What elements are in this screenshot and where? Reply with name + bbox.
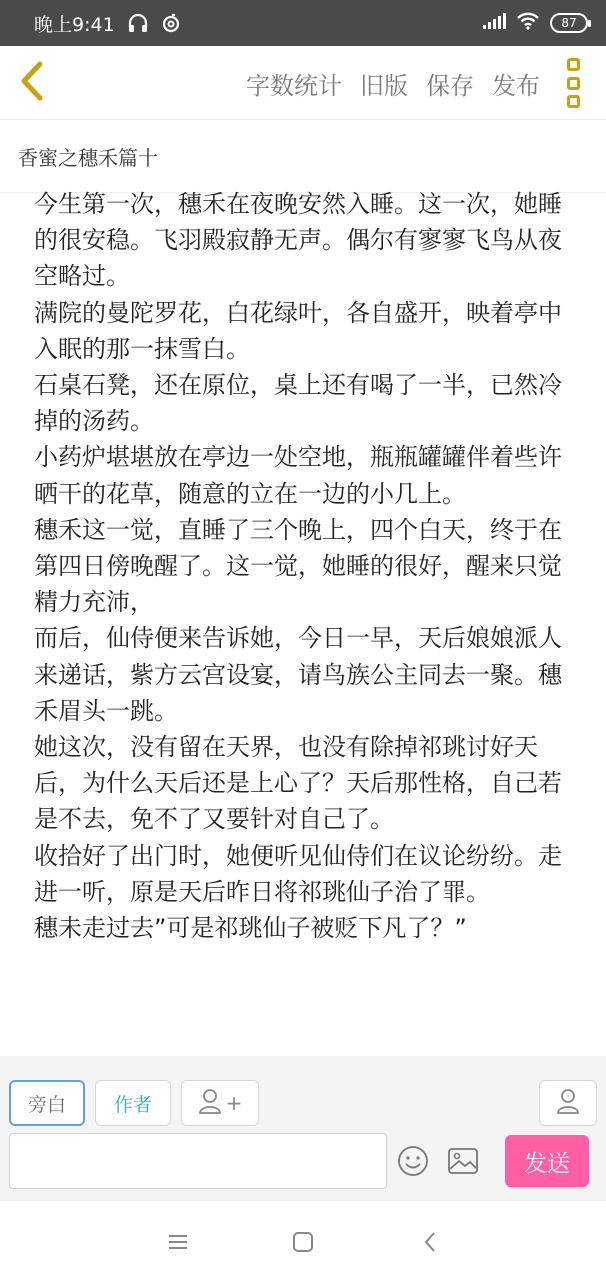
composer: [0, 1056, 606, 1200]
status-time: 晚上9:41: [34, 13, 115, 36]
profile-button[interactable]: [539, 1080, 597, 1126]
title-row[interactable]: [0, 121, 606, 193]
menu-icon[interactable]: [158, 1225, 198, 1259]
plus-label: +: [225, 1091, 243, 1115]
more-dot: [567, 58, 580, 71]
word-count-button[interactable]: 字数统计: [246, 71, 342, 100]
more-dot: [567, 95, 580, 108]
paragraph: 而后，仙侍便来告诉她，今日一早，天后娘娘派人来递话，紫方云宫设宴，请鸟族公主同去一聚。穗禾眉头一跳。: [34, 624, 562, 725]
chevron-left-icon: [18, 60, 46, 106]
home-icon[interactable]: [283, 1225, 323, 1259]
more-vertical-icon[interactable]: [562, 58, 584, 108]
paragraph: 她这次，没有留在天界，也没有除掉祁珧讨好天后，为什么天后还是上心了？天后那性格，自己若是不去，免不了又要针对自己了。: [34, 733, 562, 834]
paragraph: 小药炉堪堪放在亭边一处空地，瓶瓶罐罐伴着些许晒干的花草，随意的立在一边的小几上。: [34, 443, 562, 508]
image-icon[interactable]: [446, 1144, 480, 1178]
document-title[interactable]: 香蜜之穗禾篇十: [18, 146, 158, 170]
old-version-button[interactable]: 旧版: [360, 71, 408, 100]
app-header: [0, 46, 606, 120]
back-button[interactable]: [14, 60, 50, 106]
emoji-icon[interactable]: [396, 1144, 430, 1178]
header-actions: [228, 46, 540, 120]
wifi-icon: [516, 12, 540, 34]
more-dot: [567, 77, 580, 90]
editor-content[interactable]: [34, 186, 582, 1056]
add-role-button[interactable]: [181, 1080, 259, 1126]
paragraph: 满院的曼陀罗花，白花绿叶，各自盛开，映着亭中入眠的那一抹雪白。: [34, 298, 562, 363]
role-author-button[interactable]: 作者: [95, 1080, 171, 1126]
signal-icon: [482, 12, 506, 34]
battery-icon: 87: [550, 13, 588, 33]
paragraph: 收拾好了出门时，她便听见仙侍们在议论纷纷。走进一听，原是天后昨日将祁珧仙子治了罪。: [34, 841, 562, 906]
publish-button[interactable]: 发布: [492, 71, 540, 100]
user-icon: [556, 1088, 580, 1119]
paragraph: 石桌石凳，还在原位，桌上还有喝了一半，已然冷掉的汤药。: [34, 371, 562, 436]
paragraph: 穗禾这一觉，直睡了三个晚上，四个白天，终于在第四日傍晚醒了。这一觉，她睡的很好，醒来只觉精力充沛，: [34, 515, 562, 617]
back-nav-icon[interactable]: [410, 1225, 450, 1259]
role-narrator-button[interactable]: 旁白: [9, 1080, 85, 1126]
paragraph: 今生第一次，穗禾在夜晚安然入睡。这一次，她睡的很安稳。飞羽殿寂静无声。偶尔有寥寥飞鸟从夜空略过。: [34, 190, 562, 291]
system-nav-bar: [0, 1200, 606, 1280]
user-icon: [198, 1088, 222, 1119]
netease-music-icon: [161, 13, 181, 33]
save-button[interactable]: 保存: [426, 71, 474, 100]
paragraph: 穗未走过去”可是祁珧仙子被贬下凡了？”: [34, 914, 467, 943]
headphones-icon: [127, 13, 149, 33]
status-bar: [0, 0, 606, 46]
message-input[interactable]: [9, 1133, 387, 1189]
send-button[interactable]: 发送: [505, 1135, 589, 1187]
